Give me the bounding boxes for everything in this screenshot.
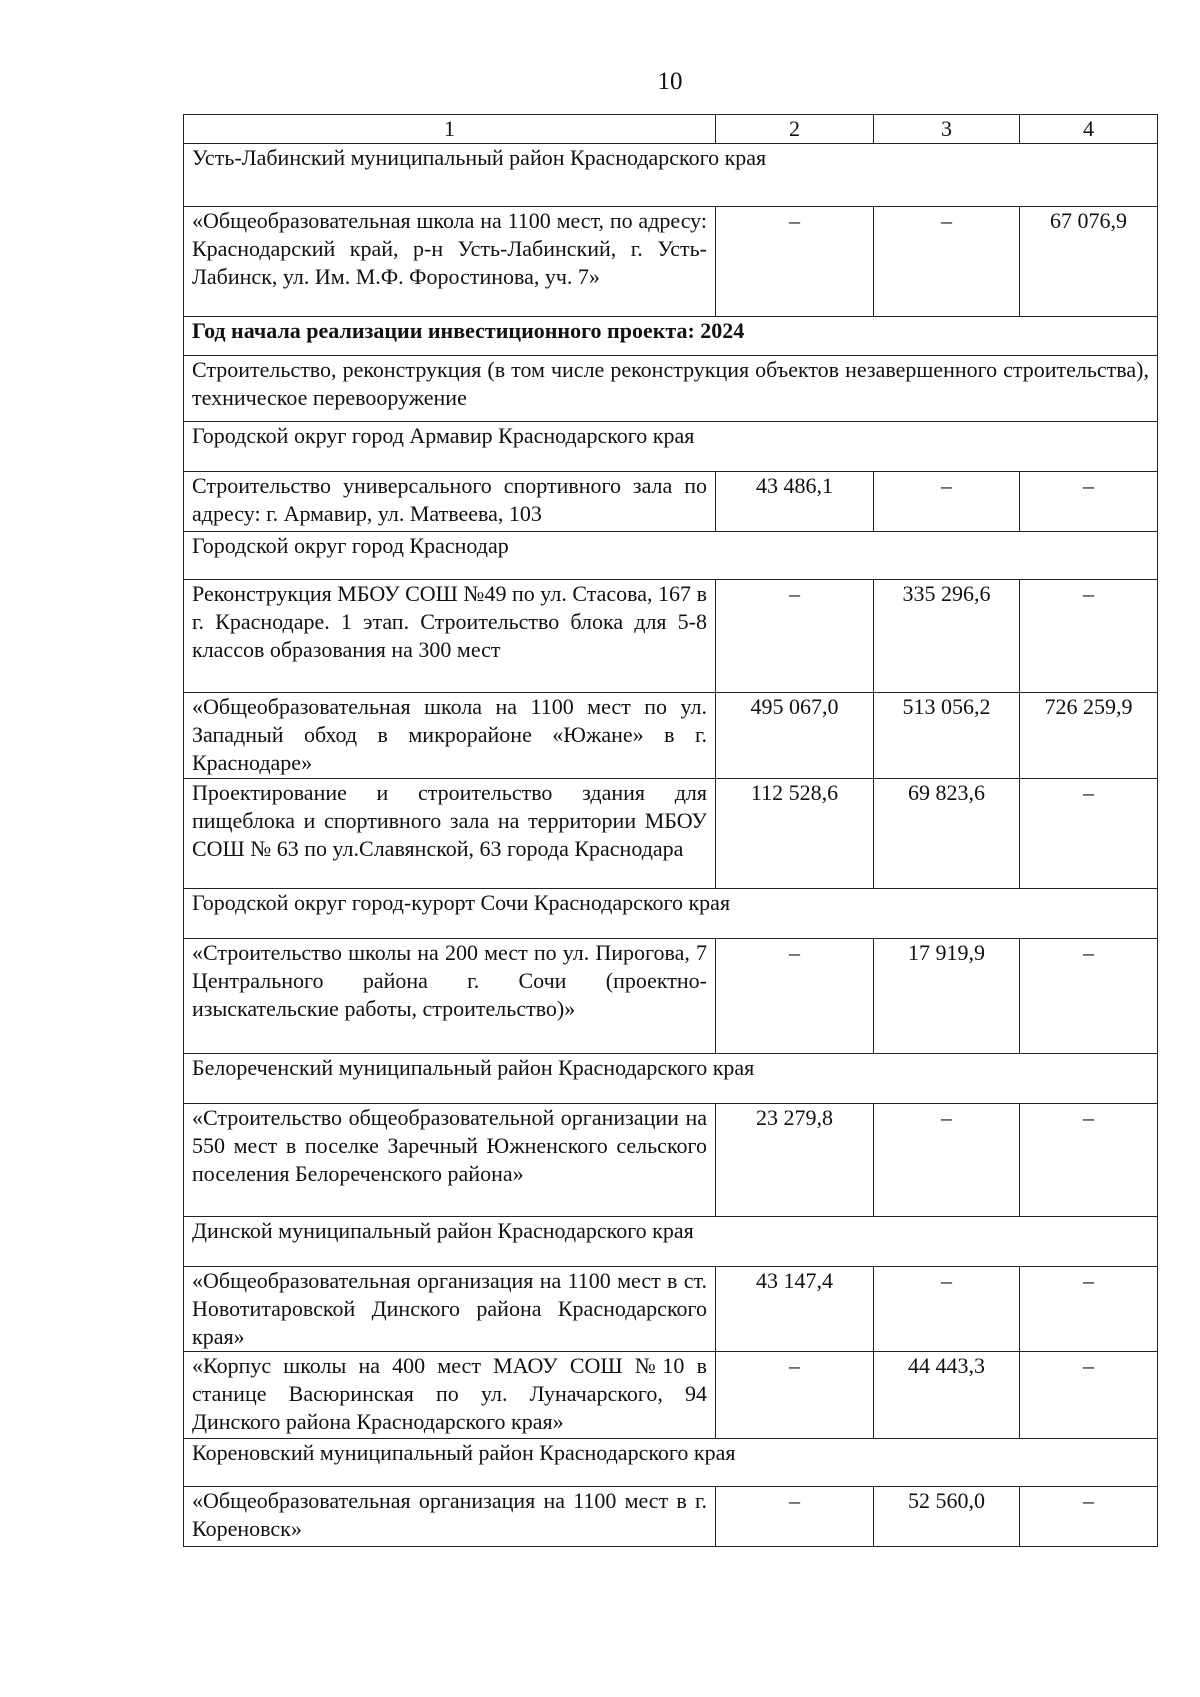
district-row: [184, 1217, 1158, 1267]
district-row: [184, 889, 1158, 939]
project-name: «Общеобразовательная организация на 1100 мест в г. Кореновск»: [184, 1487, 716, 1547]
project-row: [184, 939, 1158, 1054]
page-number: 10: [657, 68, 683, 95]
value-col-3: 17 919,9: [874, 939, 1020, 1054]
value-col-4: –: [1020, 1487, 1158, 1547]
column-number-4: 4: [1020, 115, 1158, 144]
column-number-header-row: [184, 115, 1158, 144]
value-col-3: 52 560,0: [874, 1487, 1020, 1547]
column-number-3: 3: [874, 115, 1020, 144]
value-col-3: 513 056,2: [874, 693, 1020, 779]
district-name: Динской муниципальный район Краснодарского края: [184, 1217, 1158, 1267]
project-row: [184, 779, 1158, 889]
value-col-4: –: [1020, 939, 1158, 1054]
value-col-2: –: [716, 580, 874, 693]
value-col-4: –: [1020, 1104, 1158, 1217]
district-name: Городской округ город Краснодар: [184, 532, 1158, 580]
project-name: Реконструкция МБОУ СОШ №49 по ул. Стасова, 167 в г. Краснодаре. 1 этап. Строительство блока для 5-8 классов образования на 300 мест: [184, 580, 716, 693]
value-col-4: –: [1020, 1352, 1158, 1439]
district-row: [184, 144, 1158, 207]
project-row: [184, 1487, 1158, 1547]
district-name: Городской округ город Армавир Краснодарского края: [184, 422, 1158, 472]
value-col-3: –: [874, 1267, 1020, 1352]
project-name: «Общеобразовательная организация на 1100 мест в ст. Новотитаровской Динского района Краснодарского края»: [184, 1267, 716, 1352]
value-col-2: 112 528,6: [716, 779, 874, 889]
project-row: [184, 1104, 1158, 1217]
value-col-2: –: [716, 1487, 874, 1547]
value-col-4: –: [1020, 580, 1158, 693]
district-name: Городской округ город-курорт Сочи Краснодарского края: [184, 889, 1158, 939]
value-col-2: 495 067,0: [716, 693, 874, 779]
project-row: [184, 1267, 1158, 1352]
section-title: Строительство, реконструкция (в том числе реконструкция объектов незавершенного строительства), техническое перевооружение: [184, 356, 1158, 422]
project-row: [184, 693, 1158, 779]
value-col-3: –: [874, 207, 1020, 317]
heading-row: [184, 317, 1158, 356]
value-col-3: 335 296,6: [874, 580, 1020, 693]
value-col-4: –: [1020, 779, 1158, 889]
value-col-4: 67 076,9: [1020, 207, 1158, 317]
value-col-4: 726 259,9: [1020, 693, 1158, 779]
project-name: «Общеобразовательная школа на 1100 мест по ул. Западный обход в микрорайоне «Южане» в г. Краснодаре»: [184, 693, 716, 779]
project-row: [184, 580, 1158, 693]
value-col-2: 43 486,1: [716, 472, 874, 532]
column-number-1: 1: [184, 115, 716, 144]
value-col-2: –: [716, 207, 874, 317]
value-col-3: –: [874, 1104, 1020, 1217]
value-col-3: –: [874, 472, 1020, 532]
project-row: [184, 1352, 1158, 1439]
project-name: «Общеобразовательная школа на 1100 мест, по адресу: Краснодарский край, р-н Усть-Лабинский, г. Усть-Лабинск, ул. Им. М.Ф. Форостинова, уч. 7»: [184, 207, 716, 317]
start-year-heading: Год начала реализации инвестиционного проекта: 2024: [184, 317, 1158, 356]
project-name: Строительство универсального спортивного зала по адресу: г. Армавир, ул. Матвеева, 103: [184, 472, 716, 532]
value-col-2: –: [716, 939, 874, 1054]
district-row: [184, 532, 1158, 580]
district-name: Кореновский муниципальный район Краснодарского края: [184, 1439, 1158, 1487]
project-name: Проектирование и строительство здания для пищеблока и спортивного зала на территории МБОУ СОШ № 63 по ул.Славянской, 63 города Краснодара: [184, 779, 716, 889]
section-row: [184, 356, 1158, 422]
district-row: [184, 422, 1158, 472]
district-row: [184, 1054, 1158, 1104]
project-name: «Строительство общеобразовательной организации на 550 мест в поселке Заречный Южненского сельского поселения Белореченского района»: [184, 1104, 716, 1217]
value-col-3: 44 443,3: [874, 1352, 1020, 1439]
project-row: [184, 472, 1158, 532]
column-number-2: 2: [716, 115, 874, 144]
district-name: Белореченский муниципальный район Краснодарского края: [184, 1054, 1158, 1104]
investment-projects-table: [183, 114, 1158, 1547]
value-col-2: 43 147,4: [716, 1267, 874, 1352]
district-name: Усть-Лабинский муниципальный район Краснодарского края: [184, 144, 1158, 207]
value-col-2: –: [716, 1352, 874, 1439]
value-col-4: –: [1020, 1267, 1158, 1352]
project-name: «Строительство школы на 200 мест по ул. Пирогова, 7 Центрального района г. Сочи (проектно-изыскательские работы, строительство)»: [184, 939, 716, 1054]
project-row: [184, 207, 1158, 317]
value-col-4: –: [1020, 472, 1158, 532]
district-row: [184, 1439, 1158, 1487]
project-name: «Корпус школы на 400 мест МАОУ СОШ №10 в станице Васюринская по ул. Луначарского, 94 Динского района Краснодарского края»: [184, 1352, 716, 1439]
value-col-3: 69 823,6: [874, 779, 1020, 889]
value-col-2: 23 279,8: [716, 1104, 874, 1217]
